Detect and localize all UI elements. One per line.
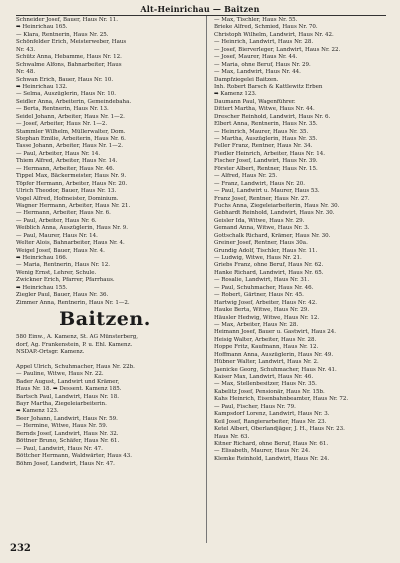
directory-entry: Zwickner Erich, Pfarrer, Pfarrhaus. bbox=[16, 277, 115, 284]
directory-entry: — Selma, Auszüglerin, Haus Nr. 10. bbox=[16, 91, 117, 98]
directory-entry: — Alfred, Haus Nr. 25. bbox=[214, 173, 278, 180]
directory-entry: Seidler Anna, Arbeiterin, Gemeindebaha. bbox=[16, 98, 132, 105]
directory-entry: Gebhardt Reinhold, Landwirt, Haus Nr. 30. bbox=[214, 210, 335, 217]
right-column bbox=[214, 17, 388, 463]
directory-entry: — Josef, Bierverleger, Landwirt, Haus Nr. 22. bbox=[214, 46, 341, 53]
directory-entry: Kitner Richard, ohne Beruf, Haus Nr. 61. bbox=[214, 440, 329, 447]
directory-entry: Stephan Emilie, Arbeiterin, Haus Nr. 6. bbox=[16, 136, 126, 142]
directory-entry: — Elisabeth, Maurer, Haus Nr. 24. bbox=[214, 448, 311, 455]
directory-entry: — Rosalie, Landwirt, Haus Nr. 31. bbox=[214, 277, 310, 284]
directory-entry: — Max, Stellenbesitzer, Haus Nr. 35. bbox=[214, 381, 317, 388]
directory-entry: Bayr Martha, Ziegeleiarbeiterin. bbox=[16, 401, 107, 407]
directory-entry: Hanke Richard, Landwirt, Haus Nr. 65. bbox=[214, 269, 324, 276]
directory-entry: — Paul, Arbeiter, Haus Nr. 14. bbox=[16, 150, 101, 157]
directory-entry bbox=[16, 356, 194, 363]
directory-entry: — Pauline, Witwe, Haus Nr. 22. bbox=[16, 371, 104, 378]
directory-entry: Hoffmann Anna, Auszüglerin, Haus Nr. 49. bbox=[214, 351, 334, 358]
directory-entry: Ketel Albert, Oberlandjäger, J. H., Haus Nr. 23. bbox=[214, 426, 345, 433]
directory-entry: — Maria, Rentnerin, Haus Nr. 12. bbox=[16, 262, 110, 269]
directory-entry: Klemke Reinhold, Landwirt, Haus Nr. 24. bbox=[214, 455, 330, 462]
directory-entry: Beer Johann, Landwirt, Haus Nr. 59. bbox=[16, 415, 118, 422]
directory-entry: Nr. 43. bbox=[16, 46, 36, 53]
directory-entry: Hartwig Josef, Arbeiter, Haus Nr. 42. bbox=[214, 299, 317, 306]
directory-entry: Greiner Josef, Rentner, Haus 30a. bbox=[214, 240, 308, 247]
directory-entry: Hübner Walter, Landwirt, Haus Nr. 2. bbox=[214, 359, 319, 366]
directory-entry: Appel Ulrich, Schuhmacher, Haus Nr. 22b. bbox=[16, 363, 135, 370]
directory-entry: — Josef, Arbeiter, Haus Nr. 1—2. bbox=[16, 121, 108, 128]
directory-entry: ➡ Heinrichau 165. bbox=[16, 24, 68, 31]
directory-entry: Drescher Reinhold, Landwirt, Haus Nr. 6. bbox=[214, 113, 331, 120]
directory-entry: ➡ Heinrichau 155. bbox=[16, 284, 68, 291]
directory-entry: — Max, Arbeiter, Haus Nr. 28. bbox=[214, 321, 299, 328]
directory-entry: Schneider Josef, Bauer, Haus Nr. 11. bbox=[16, 17, 118, 23]
directory-entry: Fiedler Heinrich, Arbeiter, Haus Nr. 14. bbox=[214, 150, 325, 157]
directory-entry: Schwan Erich, Bauer, Haus Nr. 10. bbox=[16, 76, 114, 83]
directory-entry: Weiblich Anna, Auszüglerin, Haus Nr. 9. bbox=[16, 225, 128, 232]
directory-entry: ➡ Heinrichau 166. bbox=[16, 255, 68, 261]
right-entries bbox=[214, 17, 388, 463]
directory-entry: Geisler Ida, Witwe, Haus Nr. 29. bbox=[214, 217, 305, 224]
directory-entry: Feller Franz, Rentner, Haus Nr. 34. bbox=[214, 143, 313, 150]
directory-entry: Stammler Wilhelm, Müllerwalter, Dom. bbox=[16, 128, 126, 135]
left-column bbox=[16, 17, 194, 468]
directory-entry: Schwalme Alfons, Bahnarbeiter, Haus bbox=[16, 61, 122, 68]
directory-entry: — Paul, Maurer, Haus Nr. 14. bbox=[16, 232, 98, 239]
directory-entry: Wagner Hermann, Arbeiter, Haus Nr. 21. bbox=[16, 202, 131, 209]
directory-entry: Daumann Paul, Wagenführer. bbox=[214, 98, 296, 105]
directory-entry: Brieke Alfred, Schmied, Haus Nr. 70. bbox=[214, 24, 318, 31]
directory-entry: — Ludwig, Witwe, Haus Nr. 21. bbox=[214, 255, 302, 261]
directory-entry: Vogel Alfred, Hofmeister, Dominium. bbox=[16, 195, 119, 202]
directory-entry: Keil Josef, Rangierarbeiter, Haus Nr. 23. bbox=[214, 418, 327, 425]
directory-entry: Schönfelder Erich, Meisterweber, Haus bbox=[16, 39, 127, 46]
directory-entry: Christoph Wilhelm, Landwirt, Haus Nr. 42. bbox=[214, 31, 334, 38]
directory-entry: Tippel Max, Bäckermeister, Haus Nr. 9. bbox=[16, 173, 127, 180]
directory-entry: — Hermann, Arbeiter, Haus Nr. 46. bbox=[16, 165, 115, 172]
directory-entry: Häusler Hedwig, Witwe, Haus Nr. 12. bbox=[214, 314, 320, 321]
directory-entry: Gemand Anna, Witwe, Haus Nr. 3. bbox=[214, 225, 310, 232]
directory-entry: Bartsch Paul, Landwirt, Haus Nr. 18. bbox=[16, 393, 119, 400]
directory-entry: Inh. Robert Barsch & Kattlewitz Erben bbox=[214, 83, 323, 90]
directory-entry: Hauke Berta, Witwe, Haus Nr. 29. bbox=[214, 307, 310, 314]
directory-entry: Kahs Heinrich, Eisenbahnbeamter, Haus Nr. 72. bbox=[214, 396, 349, 403]
column-divider bbox=[206, 16, 207, 543]
directory-entry: Dittert Martha, Witwe, Haus Nr. 44. bbox=[214, 106, 315, 113]
directory-entry: Seidel Johann, Arbeiter, Haus Nr. 1—2. bbox=[16, 113, 125, 120]
directory-entry: Fuchs Anna, Ziegeleiarbeiterin, Haus Nr. 30. bbox=[214, 202, 340, 209]
directory-entry: — Martha, Auszüglerin, Haus Nr. 35. bbox=[214, 136, 318, 142]
directory-entry: Kabelitz Josef, Pensionär, Haus Nr. 15b. bbox=[214, 388, 325, 395]
directory-entry: Zimmer Anna, Rentnerin, Haus Nr. 1—2. bbox=[16, 299, 130, 306]
directory-entry: Böttner Bruno, Schäfer, Haus Nr. 61. bbox=[16, 438, 120, 445]
directory-entry: Förster Albert, Rentner, Haus Nr. 15. bbox=[214, 165, 318, 172]
directory-entry: Weigel Josef, Bauer, Haus Nr. 4. bbox=[16, 247, 105, 254]
page-number: 232 bbox=[10, 543, 31, 554]
left-entries-top bbox=[16, 17, 194, 307]
directory-entry: — Heinrich, Maurer, Haus Nr. 35. bbox=[214, 128, 309, 135]
directory-entry: Dampfziegelei Baitzen. bbox=[214, 76, 279, 83]
directory-entry: Haus Nr. 18. ➡ Dessent. Kamenz 185. bbox=[16, 386, 122, 393]
directory-entry: Kampsdorf Lorenz, Landwirt, Haus Nr. 3. bbox=[214, 411, 330, 418]
directory-entry: — Hermine, Witwe, Haus Nr. 59. bbox=[16, 423, 108, 430]
directory-entry: Töpfer Hermann, Arbeiter, Haus Nr. 20. bbox=[16, 180, 128, 187]
directory-entry: — Maria, ohne Beruf, Haus Nr. 29. bbox=[214, 61, 311, 68]
directory-entry: — Max, Landwirt, Haus Nr. 44. bbox=[214, 69, 301, 76]
directory-entry: Böhm Josef, Landwirt, Haus Nr. 47. bbox=[16, 460, 115, 467]
directory-entry: — Paul, Fischer, Haus Nr. 79. bbox=[214, 403, 296, 410]
directory-entry: 580 Einw., A. Kamenz, St. AG Münsterberg, bbox=[16, 334, 139, 341]
directory-entry: Schütz Anna, Hebamme, Haus Nr. 12. bbox=[16, 54, 122, 61]
directory-entry: — Hermann, Arbeiter, Haus Nr. 6. bbox=[16, 210, 111, 217]
directory-entry: Kaiser Max, Landwirt, Haus Nr. 46. bbox=[214, 374, 314, 380]
directory-entry: — Berta, Rentnerin, Haus Nr. 13. bbox=[16, 106, 109, 113]
directory-entry: — Franz, Landwirt, Haus Nr. 20. bbox=[214, 180, 305, 187]
directory-entry: Gottschalk Richard, Krämer, Haus Nr. 30. bbox=[214, 232, 331, 239]
directory-entry: Tasse Johann, Arbeiter, Haus Nr. 1—2. bbox=[16, 143, 123, 150]
directory-entry: — Josef, Maurer, Haus Nr. 44. bbox=[214, 54, 298, 61]
directory-entry: Franz Josef, Rentner, Haus Nr. 27. bbox=[214, 195, 310, 202]
directory-entry: Böttcher Hermann, Waldwärter, Haus 43. bbox=[16, 453, 133, 460]
directory-entry: — Paul, Landwirt u. Maurer, Haus 53. bbox=[214, 188, 320, 195]
header-rule bbox=[16, 15, 386, 16]
directory-entry: ➡ Heinrichau 132. bbox=[16, 83, 68, 90]
directory-entry: Elbert Anna, Rentnerin, Haus Nr. 35. bbox=[214, 121, 318, 128]
directory-entry: — Max, Tischler, Haus Nr. 55. bbox=[214, 17, 298, 23]
directory-entry: Hoppe Fritz, Kaufmann, Haus Nr. 12. bbox=[214, 344, 319, 351]
directory-entry: ➡ Kamenz 123. bbox=[16, 408, 59, 415]
directory-entry: Heimann Josef, Bauer u. Gastwirt, Haus 24. bbox=[214, 329, 337, 336]
directory-entry: Thiem Alfred, Arbeiter, Haus Nr. 14. bbox=[16, 158, 118, 165]
directory-entry: NSDAP.-Ortsgr. Kamenz. bbox=[16, 348, 85, 355]
directory-entry: — Paul, Arbeiter, Haus Nr. 6. bbox=[16, 217, 97, 224]
directory-entry: — Paul, Schuhmacher, Haus Nr. 46. bbox=[214, 284, 314, 291]
directory-entry: Ulrich Theodor, Bauer, Haus Nr. 13. bbox=[16, 188, 117, 195]
directory-entry: — Robert, Gärtner, Haus Nr. 45. bbox=[214, 292, 304, 299]
directory-entry: — Paul, Landwirt, Haus Nr. 47. bbox=[16, 445, 103, 452]
directory-entry: Griebs Franz, ohne Beruf, Haus Nr. 62. bbox=[214, 262, 324, 269]
directory-entry: Heisig Walter, Arbeiter, Haus Nr. 28. bbox=[214, 336, 317, 343]
directory-entry: — Klara, Rentnerin, Haus Nr. 25. bbox=[16, 31, 109, 38]
directory-entry: dorf, Ag. Frankenstein, P. u. Ehl. Kamenz. bbox=[16, 341, 133, 348]
left-entries-bottom bbox=[16, 334, 194, 468]
directory-entry: Fischer Josef, Landwirt, Haus Nr. 39. bbox=[214, 158, 318, 165]
directory-entry: — Heinrich, Landwirt, Haus Nr. 28. bbox=[214, 39, 314, 46]
directory-entry: Bernds Josef, Landwirt, Haus Nr. 32. bbox=[16, 430, 119, 437]
directory-entry: Haus Nr. 63. bbox=[214, 433, 250, 440]
section-heading: Baitzen. bbox=[59, 308, 151, 331]
directory-entry: Grundig Adolf, Tischler, Haus Nr. 11. bbox=[214, 247, 318, 254]
directory-entry: ➡ Kamenz 123. bbox=[214, 91, 257, 98]
directory-entry: Jaenicke Georg, Schuhmacher, Haus Nr. 41. bbox=[214, 366, 337, 373]
directory-entry: Ziegler Paul, Bauer, Haus Nr. 36. bbox=[16, 292, 109, 299]
directory-entry: Nr. 48. bbox=[16, 69, 36, 76]
directory-entry: Welter Alois, Bahnarbeiter, Haus Nr. 4. bbox=[16, 240, 125, 247]
directory-entry: Wenig Ernst, Lehrer, Schule. bbox=[16, 269, 97, 276]
page-header: Alt-Heinrichau — Baitzen bbox=[140, 4, 260, 14]
directory-entry: Bader August, Landwirt und Krämer, bbox=[16, 378, 120, 385]
